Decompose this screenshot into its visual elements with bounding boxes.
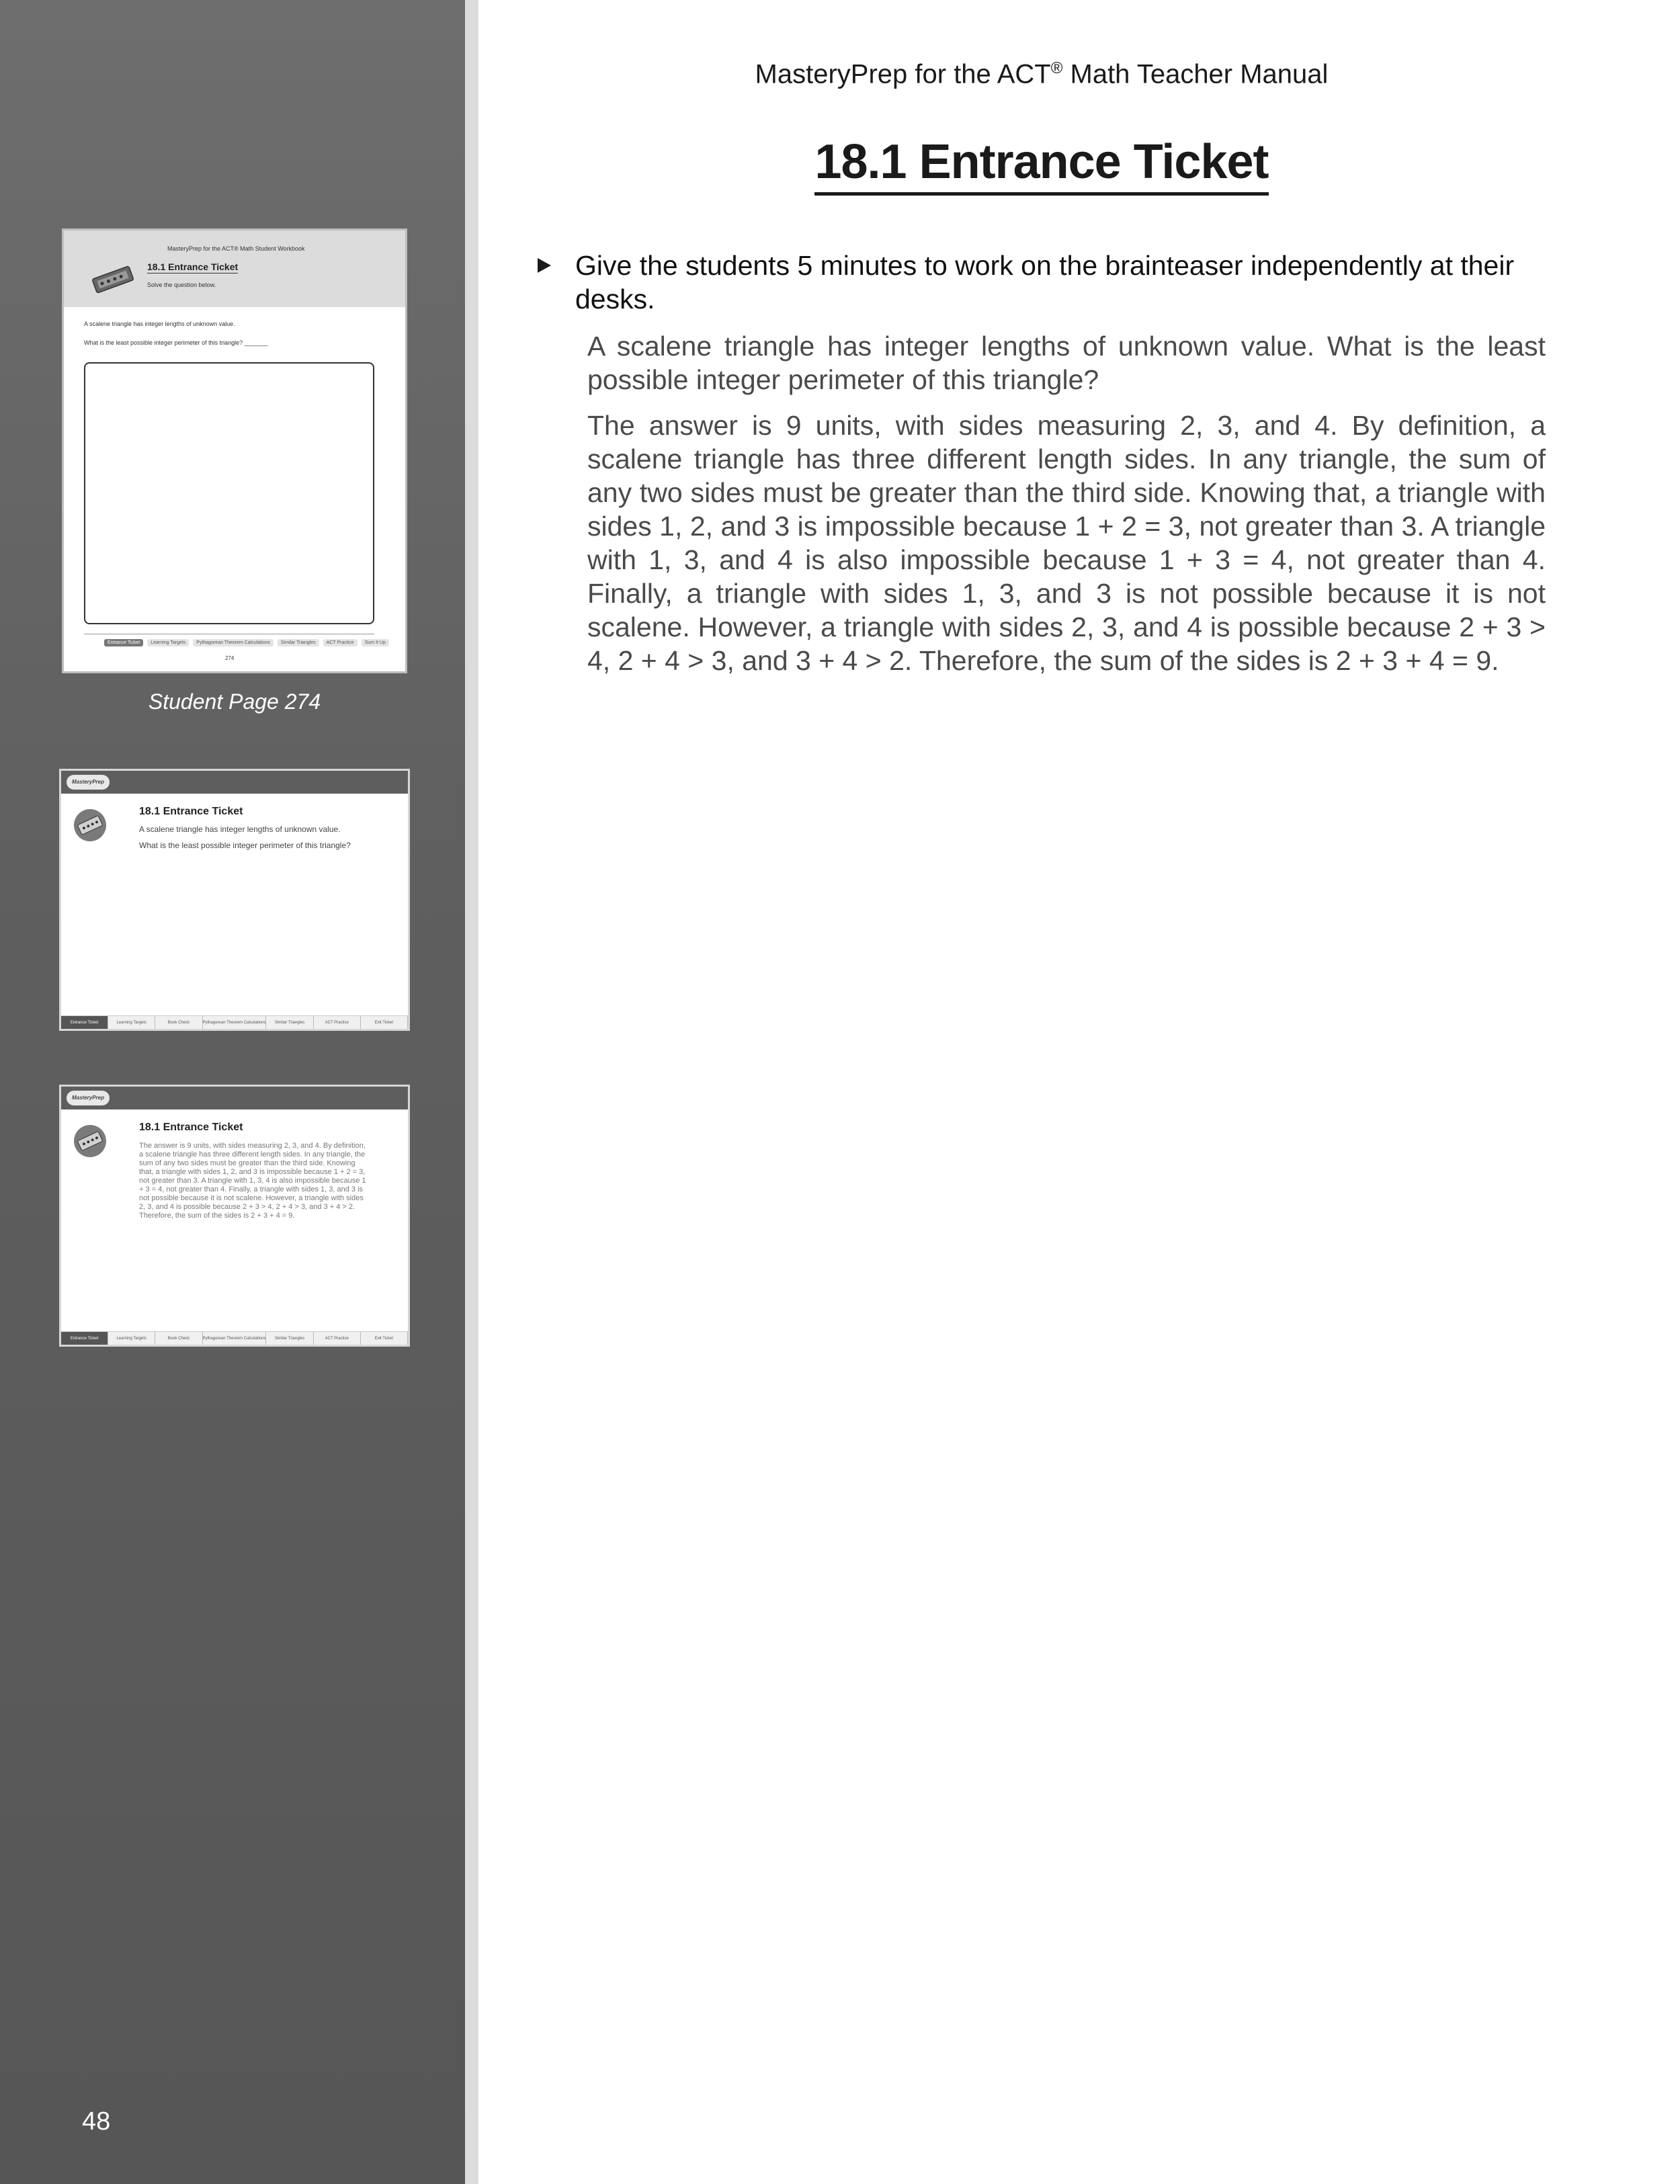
thumbnail-nav-item: Pythagorean Theorem Calculations — [193, 639, 274, 646]
student-page-caption: Student Page 274 — [148, 689, 321, 714]
page-title-wrap — [478, 134, 1605, 196]
thumbnail-answer-box — [84, 362, 374, 624]
masteryprep-logo: MasteryPrep — [67, 775, 110, 790]
sidebar-edge — [465, 0, 478, 2184]
brainteaser-question: A scalene triangle has integer lengths of unknown value. What is the least possible integer perimeter of this triangle? — [587, 331, 1546, 395]
slide-thumbnail-answer[interactable] — [59, 1085, 410, 1347]
thumbnail-nav-item: Sum It Up — [362, 639, 389, 646]
running-head-suffix: Math Teacher Manual — [1062, 59, 1329, 89]
page-title: 18.1 Entrance Ticket — [814, 134, 1268, 196]
slide-question-line-1: A scalene triangle has integer lengths of unknown value. — [139, 825, 341, 834]
brainteaser-answer: The answer is 9 units, with sides measuring 2, 3, and 4. By definition, a scalene triangle has three different length sides. In any triangle, the sum of any two sides must be greater than the third side. Knowing that, a triangle with sides 1, 2, and 3 is impossible because 1 + 2 = 3, not greater than 3. A triangle with 1, 3, and 4 is also impossible because 1 + 3 = 4, not greater than 4. Finally, a triangle with sides 1, 3, and 3 is not possible because it is not scalene. However, a triangle with sides 2, 3, and 4 is possible because 2 + 3 > 4, 2 + 4 > 3, and 3 + 4 > 2. Therefore, the sum of the sides is 2 + 3 + 4 = 9. — [587, 410, 1546, 676]
slide-question-line-2: What is the least possible integer perimeter of this triangle? — [139, 841, 351, 850]
slide-footer-nav — [61, 1015, 408, 1029]
thumbnail-nav — [104, 639, 389, 646]
slide-thumbnail-question[interactable] — [59, 769, 410, 1031]
running-head — [478, 59, 1605, 89]
thumbnail-instructions: Solve the question below. — [147, 282, 216, 288]
ticket-medallion-icon — [73, 1124, 107, 1158]
triangle-bullet-icon — [538, 258, 551, 273]
thumbnail-title: 18.1 Entrance Ticket — [147, 261, 239, 272]
slide-nav-item: Similar Triangles — [266, 1016, 313, 1029]
slide-nav-item: Similar Triangles — [266, 1332, 313, 1345]
page-number: 48 — [82, 2107, 111, 2136]
slide-nav-item: Entrance Ticket — [61, 1016, 108, 1029]
thumbnail-nav-item: Entrance Ticket — [104, 639, 143, 646]
slide-nav-item: Exit Ticket — [361, 1332, 408, 1345]
ticket-medallion-icon — [73, 808, 107, 842]
sidebar — [0, 0, 465, 2184]
slide-nav-item: Learning Targets — [108, 1016, 155, 1029]
slide-nav-item: Pythagorean Theorem Calculations — [203, 1332, 267, 1345]
registered-mark: ® — [1050, 59, 1063, 77]
ticket-icon — [89, 264, 136, 295]
thumbnail-nav-item: ACT Practice — [323, 639, 358, 646]
thumbnail-page-number: 274 — [225, 655, 235, 661]
slide-header-bar — [61, 771, 408, 794]
slide-nav-item: Pythagorean Theorem Calculations — [203, 1016, 267, 1029]
slide-footer-nav — [61, 1331, 408, 1345]
slide-nav-item: Entrance Ticket — [61, 1332, 108, 1345]
thumbnail-nav-item: Similar Triangles — [278, 639, 319, 646]
thumbnail-question-line-1: A scalene triangle has integer lengths of unknown value. — [84, 321, 235, 327]
masteryprep-logo: MasteryPrep — [67, 1091, 110, 1105]
slide-nav-item: Exit Ticket — [361, 1016, 408, 1029]
thumbnail-book-title: MasteryPrep for the ACT® Math Student Workbook — [167, 245, 305, 252]
slide-answer-body: The answer is 9 units, with sides measuring 2, 3, and 4. By definition, a scalene triangle has three different length sides. In any triangle, the sum of any two sides must be greater than the third side. Knowing that, a triangle with sides 1, 2, and 3 is impossible because 1 + 2 = 3, not greater than 3. A triangle with 1, 3, 4 is also impossible because 1 + 3 = 4, not greater than 4. Finally, a triangle with sides 1, 3, and 3 is not possible because it is not scalene. However, a triangle with sides 2, 3, and 4 is possible because 2 + 3 > 4, 2 + 4 > 3, and 3 + 4 > 2. Therefore, the sum of the sides is 2 + 3 + 4 = 9. — [139, 1142, 366, 1220]
instruction-text: Give the students 5 minutes to work on the brainteaser independently at their desks. — [575, 250, 1515, 314]
thumbnail-question-line-2: What is the least possible integer perimeter of this triangle? _______ — [84, 339, 268, 346]
thumbnail-nav-item: Learning Targets — [147, 639, 189, 646]
running-head-prefix: MasteryPrep for the ACT — [755, 59, 1051, 89]
slide-title: 18.1 Entrance Ticket — [139, 806, 243, 817]
student-page-thumbnail[interactable] — [62, 228, 407, 673]
slide-title: 18.1 Entrance Ticket — [139, 1122, 243, 1133]
slide-nav-item: Book Check — [155, 1332, 202, 1345]
slide-nav-item: ACT Practice — [314, 1332, 361, 1345]
slide-nav-item: ACT Practice — [314, 1016, 361, 1029]
slide-header-bar — [61, 1087, 408, 1109]
slide-nav-item: Book Check — [155, 1016, 202, 1029]
slide-nav-item: Learning Targets — [108, 1332, 155, 1345]
